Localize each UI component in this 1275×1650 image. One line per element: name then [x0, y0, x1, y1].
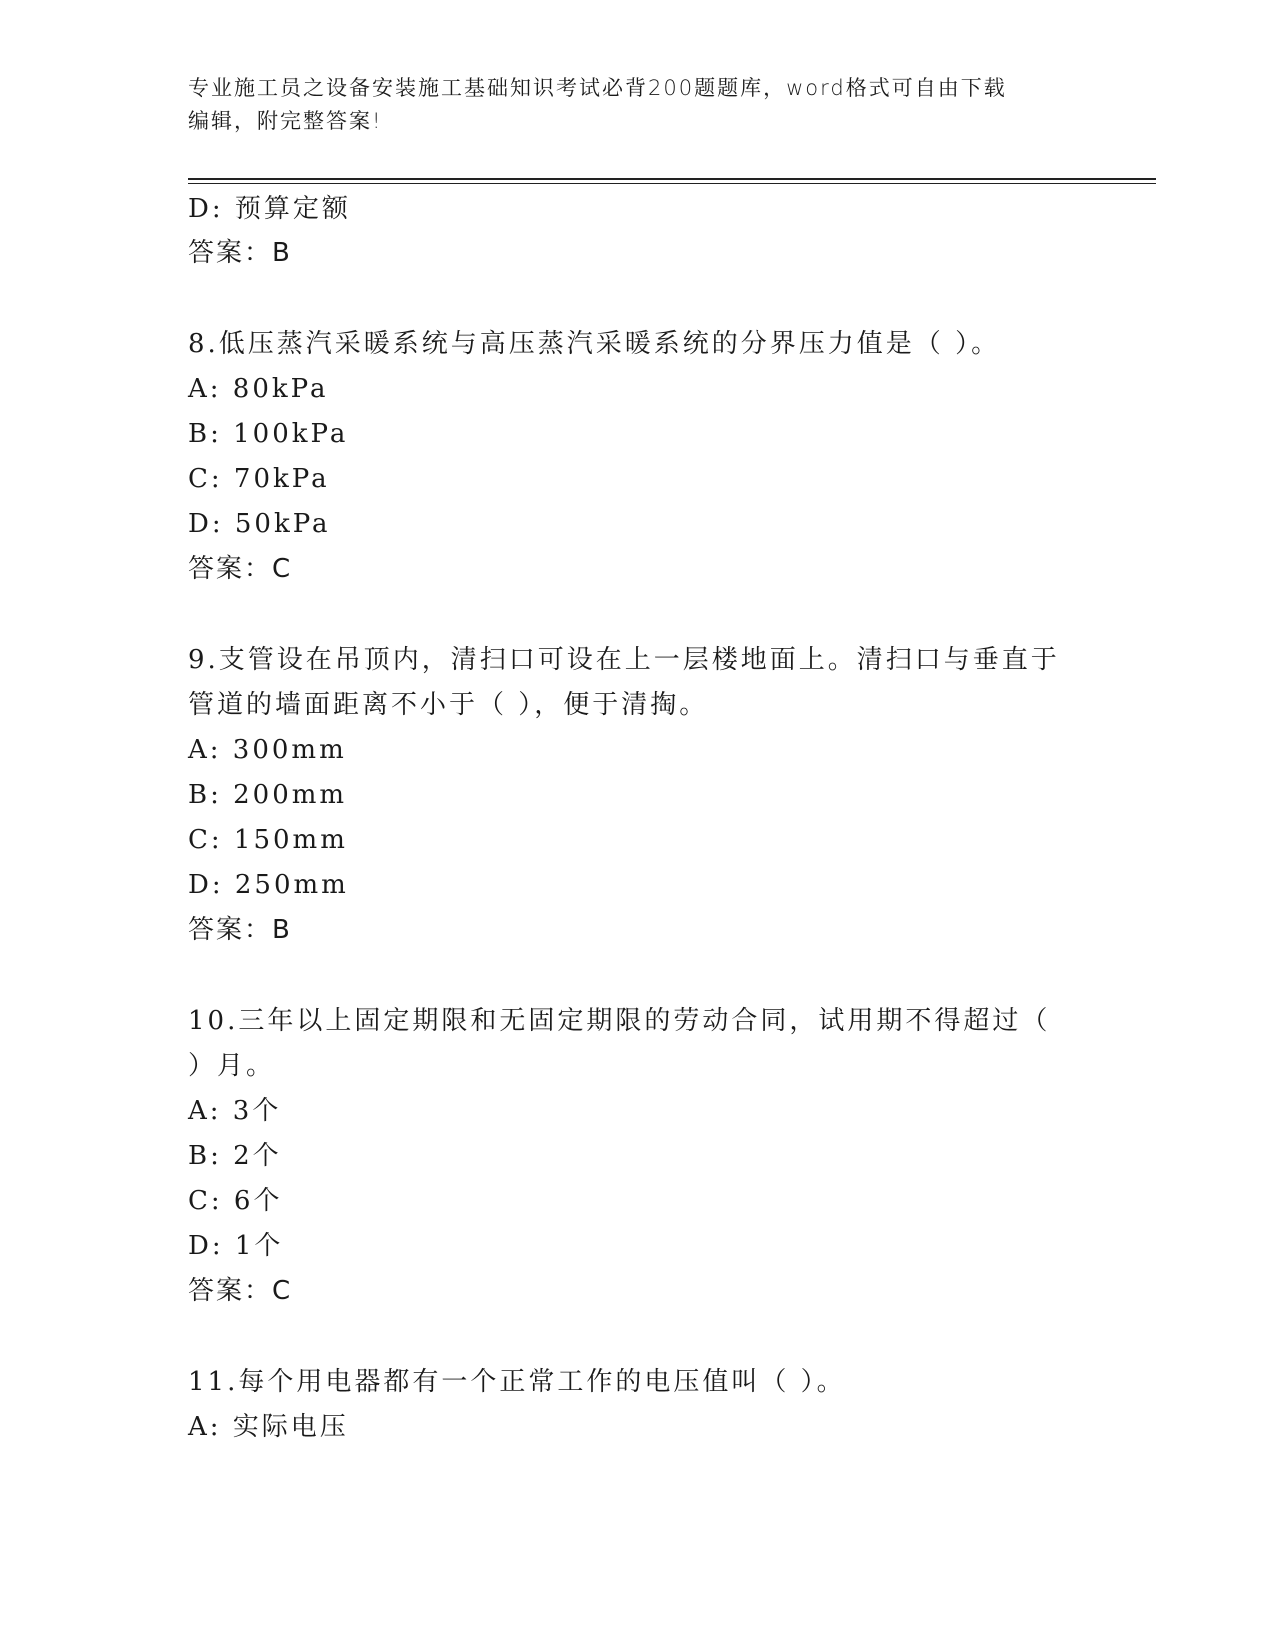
q10-option-d: D: 1个 — [188, 1231, 284, 1261]
q10-option-b: B: 2个 — [188, 1141, 282, 1171]
q9-option-c: C: 150mm — [188, 825, 348, 855]
q8-answer: 答案：C — [188, 554, 293, 584]
q9-option-d: D: 250mm — [188, 870, 349, 900]
q8-option-a: A: 80kPa — [188, 374, 329, 404]
q9-stem-line-1: 9.支管设在吊顶内，清扫口可设在上一层楼地面上。清扫口与垂直于 — [188, 645, 1060, 675]
header-line-1: 专业施工员之设备安装施工基础知识考试必背200题题库，word格式可自由下载 — [188, 76, 1007, 100]
q11-option-a: A: 实际电压 — [188, 1412, 349, 1442]
prev-answer: 答案：B — [188, 238, 292, 268]
q8-option-b: B: 100kPa — [188, 419, 349, 449]
q9-stem-line-2: 管道的墙面距离不小于（ ），便于清掏。 — [188, 690, 709, 720]
q10-option-a: A: 3个 — [188, 1096, 282, 1126]
q9-option-a: A: 300mm — [188, 735, 347, 765]
q10-stem-line-1: 10.三年以上固定期限和无固定期限的劳动合同，试用期不得超过（ — [188, 1006, 1051, 1036]
prev-option-d: D: 预算定额 — [188, 194, 351, 224]
header-rule-thin — [188, 183, 1156, 184]
q8-option-d: D: 50kPa — [188, 509, 331, 539]
header-rule-thick — [188, 178, 1156, 180]
q8-stem: 8.低压蒸汽采暖系统与高压蒸汽采暖系统的分界压力值是（ ）。 — [188, 329, 1001, 359]
q8-option-c: C: 70kPa — [188, 464, 330, 494]
header-line-2: 编辑，附完整答案! — [188, 109, 383, 133]
q11-stem: 11.每个用电器都有一个正常工作的电压值叫（ ）。 — [188, 1367, 846, 1397]
q10-option-c: C: 6个 — [188, 1186, 283, 1216]
q9-option-b: B: 200mm — [188, 780, 348, 810]
q10-stem-line-2: ）月。 — [188, 1051, 276, 1081]
q9-answer: 答案：B — [188, 915, 292, 945]
q10-answer: 答案：C — [188, 1276, 293, 1306]
page-header — [188, 72, 1088, 138]
